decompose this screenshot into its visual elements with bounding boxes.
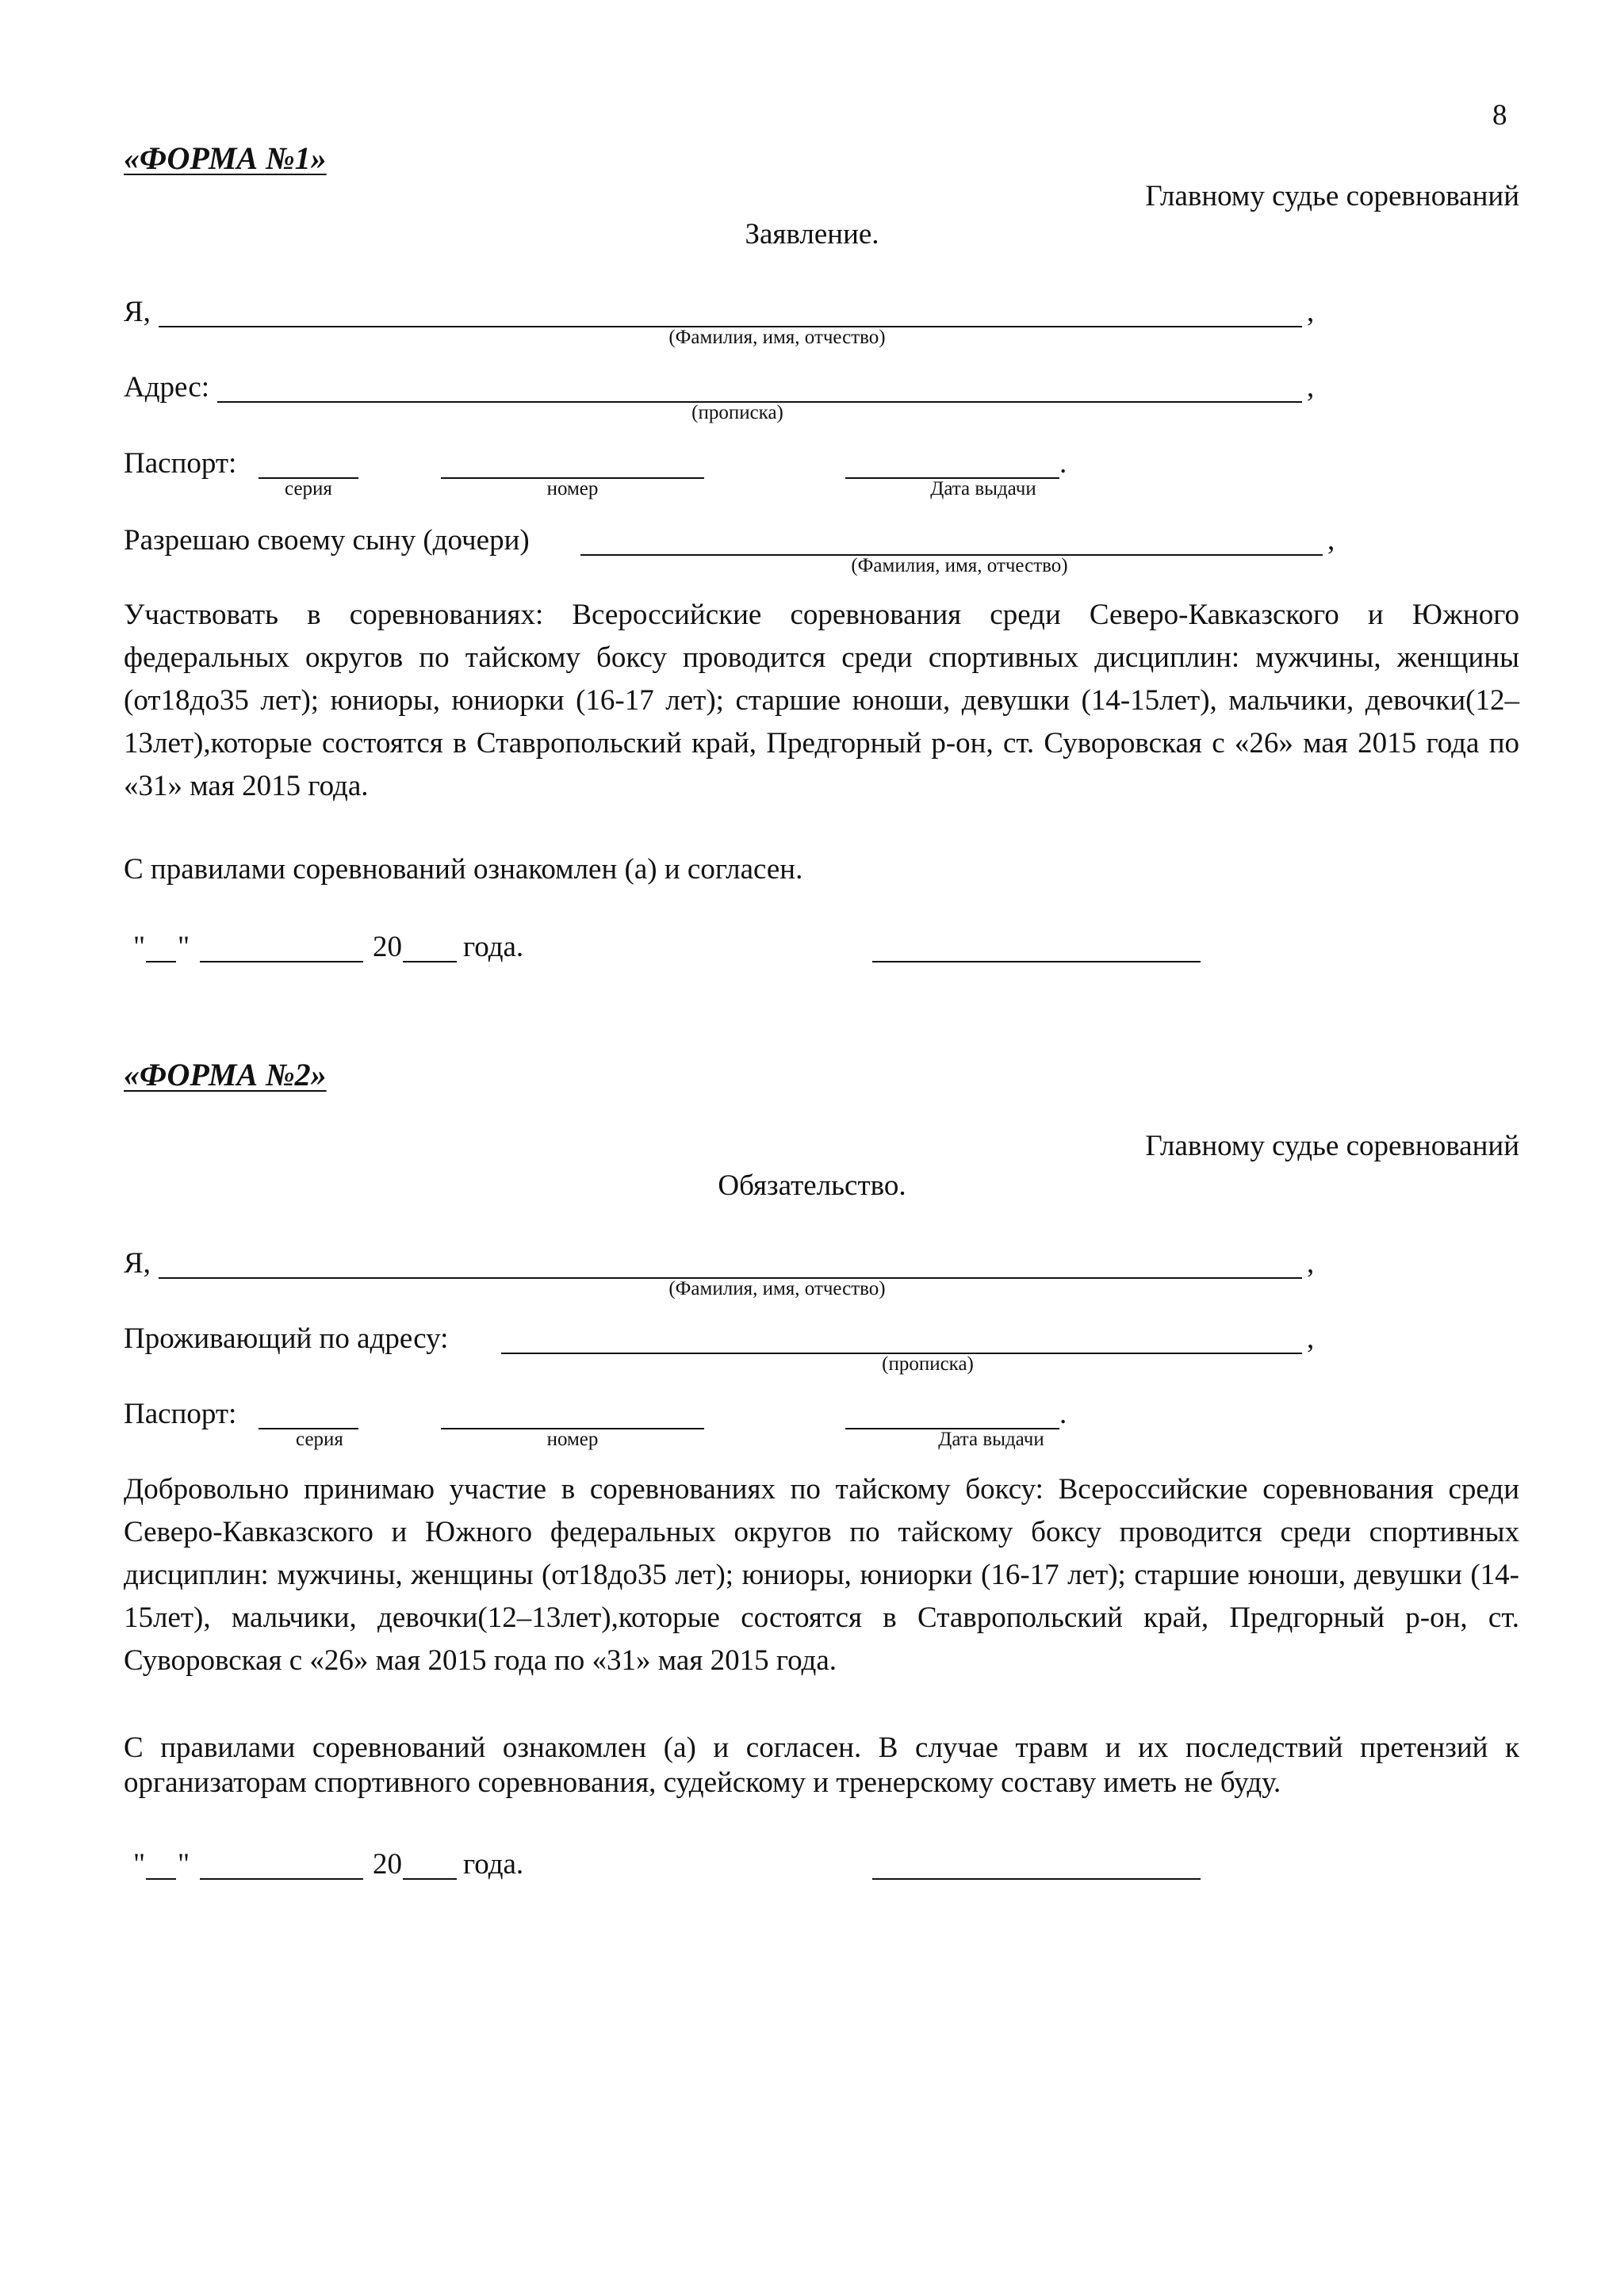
form2-date-year-field[interactable] xyxy=(403,1878,457,1880)
form2-signature-field[interactable] xyxy=(872,1878,1201,1880)
form1-agreement: С правилами соревнований ознакомлен (а) и согласен. xyxy=(124,853,803,886)
form2-passport-label: Паспорт: xyxy=(124,1398,237,1430)
form1-date-year-field[interactable] xyxy=(403,961,457,962)
form1-passport-label: Паспорт: xyxy=(124,447,237,480)
form2-fio-hint: (Фамилия, имя, отчество) xyxy=(668,1278,886,1299)
form2-date-month-field[interactable] xyxy=(200,1878,363,1880)
form2-document-title: Обязательство. xyxy=(718,1169,906,1202)
form1-child-comma: , xyxy=(1327,524,1335,557)
page-number: 8 xyxy=(1492,99,1507,132)
form2-date-year-prefix: 20 xyxy=(373,1848,402,1881)
form1-participation-text: Участвовать в соревнованиях: Всероссийские соревнования среди Северо-Кавказского и Южного федеральных округов по тайскому боксу проводится среди спортивных дисциплин: мужчины, женщины (от18до35 лет); юниоры, юниорки (16-17 лет); старшие юноши, девушки (14-15лет), мальчики, девочки(12–13лет),которые состоятся в Ставропольский край, Предгорный р-он, ст. Суворовская с «26» мая 2015 года по «31» мая 2015 года. xyxy=(124,599,1519,802)
form2-date-quote-close: " xyxy=(178,1848,190,1881)
form1-passport-period: . xyxy=(1059,447,1067,480)
form1-date-day-field[interactable] xyxy=(146,961,176,962)
form2-addressee: Главному судье соревнований xyxy=(1145,1130,1519,1162)
form1-signature-field[interactable] xyxy=(872,961,1201,962)
form2-i-label: Я, xyxy=(124,1247,151,1280)
form2-residence-label: Проживающий по адресу: xyxy=(124,1322,449,1355)
form1-fio-comma: , xyxy=(1307,296,1315,328)
form2-issue-date-hint: Дата выдачи xyxy=(938,1429,1044,1450)
form2-address-comma: , xyxy=(1307,1322,1315,1355)
form2-title: «ФОРМА №2» xyxy=(124,1057,327,1093)
form1-fio-hint: (Фамилия, имя, отчество) xyxy=(668,327,886,348)
form1-date-quote-close: " xyxy=(178,931,190,963)
form1-date-suffix: года. xyxy=(463,931,524,963)
form1-address-hint: (прописка) xyxy=(691,402,783,423)
form2-series-hint: серия xyxy=(296,1429,343,1450)
form1-issue-date-hint: Дата выдачи xyxy=(930,478,1036,499)
form2-date-quote-open: " xyxy=(133,1848,146,1881)
form1-i-label: Я, xyxy=(124,296,151,328)
form1-title: «ФОРМА №1» xyxy=(124,140,327,176)
form1-permit-label: Разрешаю своему сыну (дочери) xyxy=(124,524,530,557)
form1-series-hint: серия xyxy=(285,478,332,499)
form1-date-month-field[interactable] xyxy=(200,961,363,962)
form1-address-comma: , xyxy=(1307,371,1315,404)
form2-number-hint: номер xyxy=(546,1429,599,1450)
form1-address-label: Адрес: xyxy=(124,371,210,404)
form2-passport-period: . xyxy=(1059,1398,1067,1430)
form2-voluntary-text: Добровольно принимаю участие в соревнованиях по тайскому боксу: Всероссийские соревнования среди Северо-Кавказского и Южного федеральных округов по тайскому боксу проводится среди спортивных дисциплин: мужчины, женщины (от18до35 лет); юниоры, юниорки (16-17 лет); старшие юноши, девушки (14-15лет), мальчики, девочки(12–13лет),которые состоятся в Ставропольский край, Предгорный р-он, ст. Суворовская с «26» мая 2015 года по «31» мая 2015 года. xyxy=(124,1473,1519,1677)
form1-child-fio-hint: (Фамилия, имя, отчество) xyxy=(851,555,1068,576)
form1-document-title: Заявление. xyxy=(745,218,879,251)
form1-number-hint: номер xyxy=(546,478,599,499)
form2-agreement-text: С правилами соревнований ознакомлен (а) и согласен. В случае травм и их последствий претензий к организаторам спортивного соревнования, судейскому и тренерскому составу иметь не буду. xyxy=(124,1732,1519,1799)
form1-date-quote-open: " xyxy=(133,931,146,963)
form2-date-suffix: года. xyxy=(463,1848,524,1881)
form2-date-day-field[interactable] xyxy=(146,1878,176,1880)
form2-address-hint: (прописка) xyxy=(882,1353,974,1375)
form1-addressee: Главному судье соревнований xyxy=(1145,180,1519,212)
form1-date-year-prefix: 20 xyxy=(373,931,402,963)
form2-fio-comma: , xyxy=(1307,1247,1315,1280)
